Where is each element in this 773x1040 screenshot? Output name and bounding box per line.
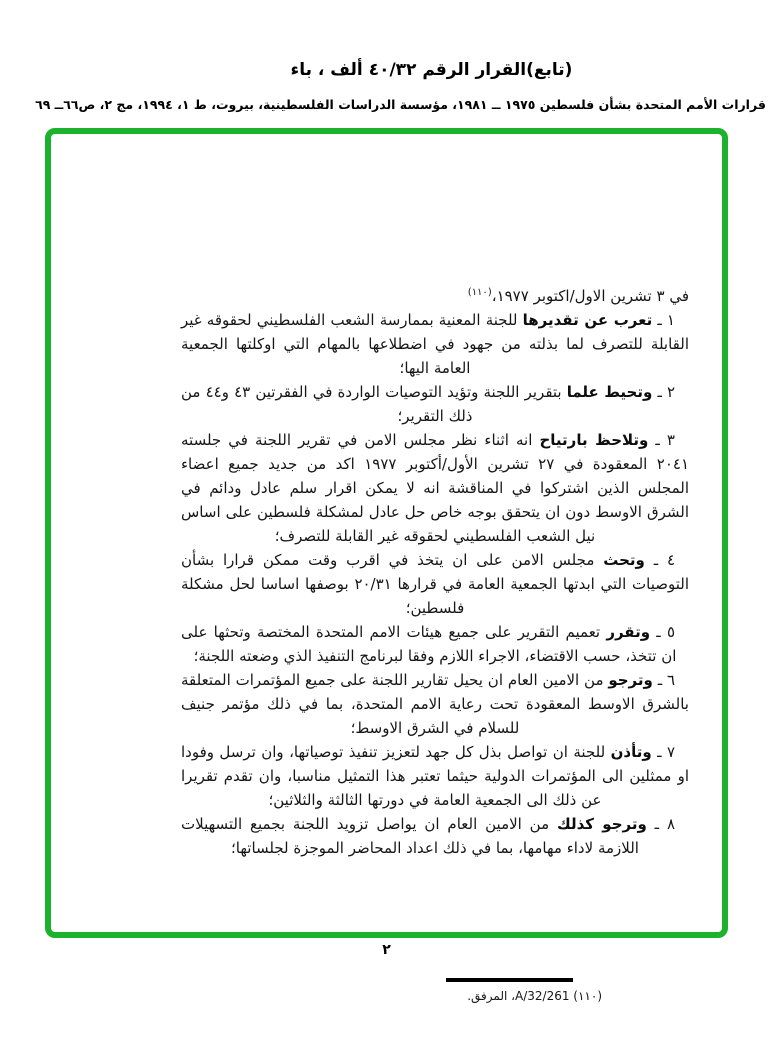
clause-text: للجنة ان تواصل بذل كل جهد لتعزيز تنفيذ توصياتها، وان ترسل وفودا او ممثلين الى المؤتمرات الدولية حيثما تعتبر هذا التمثيل مناسبا، وان تقدم تقريرا عن ذلك الى الجمعية العامة في دورتها الثالثة والثلاثين؛ (181, 743, 689, 809)
resolution-clause-4 (181, 548, 689, 620)
resolution-clause-1 (181, 308, 689, 380)
document-title: (تابع)القرار الرقم ٤٠/٣٢ ألف ، باء (290, 60, 573, 80)
clause-number: ٨ ـ (646, 815, 675, 833)
resolution-clause-6 (181, 668, 689, 740)
clause-lead: وتلاحظ بارتياح (539, 431, 649, 449)
clause-number: ٢ ـ (652, 383, 676, 401)
date-text: في ٣ تشرين الاول/اكتوبر ١٩٧٧، (491, 287, 689, 305)
document-source-citation: قرارات الأمم المتحدة بشأن فلسطين ١٩٧٥ ــ ١٩٨١، مؤسسة الدراسات الفلسطينية، بيروت، ط ١، ١٩٩٤، مج ٢، ص٦٦ــ ٦٩ (35, 97, 766, 112)
clause-text: بتقرير اللجنة وتؤيد التوصيات الواردة في الفقرتين ٤٣ و٤٤ من ذلك التقرير؛ (181, 383, 567, 425)
clause-lead: وتحيط علما (566, 383, 653, 401)
clause-lead: وتقرر (606, 623, 651, 641)
clause-lead: وترجو (608, 671, 653, 689)
clause-lead: وترجو كذلك (557, 815, 647, 833)
resolution-date-line (181, 284, 689, 308)
footnote (432, 978, 602, 1003)
scan-highlight-frame (45, 128, 728, 1003)
clause-number: ٤ ـ (644, 551, 675, 569)
footnote-divider-rule (446, 978, 573, 982)
clause-text: انه اثناء نظر مجلس الامن في تقرير اللجنة في جلسته ٢٠٤١ المعقودة في ٢٧ تشرين الأول/أكتوبر ١٩٧٧ اكد من جديد جميع اعضاء المجلس الذين اشتركوا في المناقشة انه لا يمكن اقرار سلم عادل ودائم في الشرق الاوسط دون ان يتحقق بوجه خاص حل عادل لمشكلة فلسطين على اساس نيل الشعب الفلسطيني لحقوقه غير القابلة للتصرف؛ (181, 431, 690, 545)
clause-number: ٥ ـ (650, 623, 675, 641)
page-number: ٢ (382, 942, 391, 958)
clause-text: للجنة المعنية بممارسة الشعب الفلسطيني لحقوقه غير القابلة للتصرف لما بذلته من جهود في اضطلاعها بالمهام التي اوكلتها الجمعية العامة اليها؛ (181, 311, 689, 377)
footnote-reference-marker: (١١٠) (467, 287, 492, 298)
footnote-text: (١١٠) A/32/261، المرفق. (467, 989, 602, 1003)
clause-number: ٦ ـ (652, 671, 675, 689)
clause-lead: تعرب عن تقديرها (522, 311, 653, 329)
clause-lead: وتحث (603, 551, 645, 569)
resolution-clause-8 (181, 812, 689, 860)
clause-text: من الامين العام ان يواصل تزويد اللجنة بجميع التسهيلات اللازمة لاداء مهامها، بما في ذلك اعداد المحاضر الموجزة لجلساتها؛ (181, 815, 639, 857)
clause-number: ٧ ـ (651, 743, 675, 761)
clause-text: من الامين العام ان يحيل تقارير اللجنة على جميع المؤتمرات المتعلقة بالشرق الاوسط المعقودة تحت رعاية الامم المتحدة، بما في ذلك مؤتمر جنيف للسلام في الشرق الاوسط؛ (181, 671, 689, 737)
clause-number: ١ ـ (652, 311, 675, 329)
resolution-clause-3 (181, 428, 689, 548)
resolution-clause-5 (181, 620, 689, 668)
resolution-clause-2 (181, 380, 689, 428)
resolution-clause-7 (181, 740, 689, 812)
resolution-text-column (181, 284, 689, 860)
clause-text: تعميم التقرير على جميع هيئات الامم المتحدة المختصة وتحثها على ان تتخذ، حسب الاقتضاء، الاجراء اللازم وفقا لبرنامج التنفيذ الذي وضعته اللجنة؛ (181, 623, 677, 665)
clause-number: ٣ ـ (648, 431, 675, 449)
clause-text: مجلس الامن على ان يتخذ في اقرب وقت ممكن قرارا بشأن التوصيات التي ابدتها الجمعية العامة في قرارها ٢٠/٣١ بوصفها اساسا لحل مشكلة فلسطين؛ (181, 551, 689, 617)
clause-lead: وتأذن (610, 743, 652, 761)
